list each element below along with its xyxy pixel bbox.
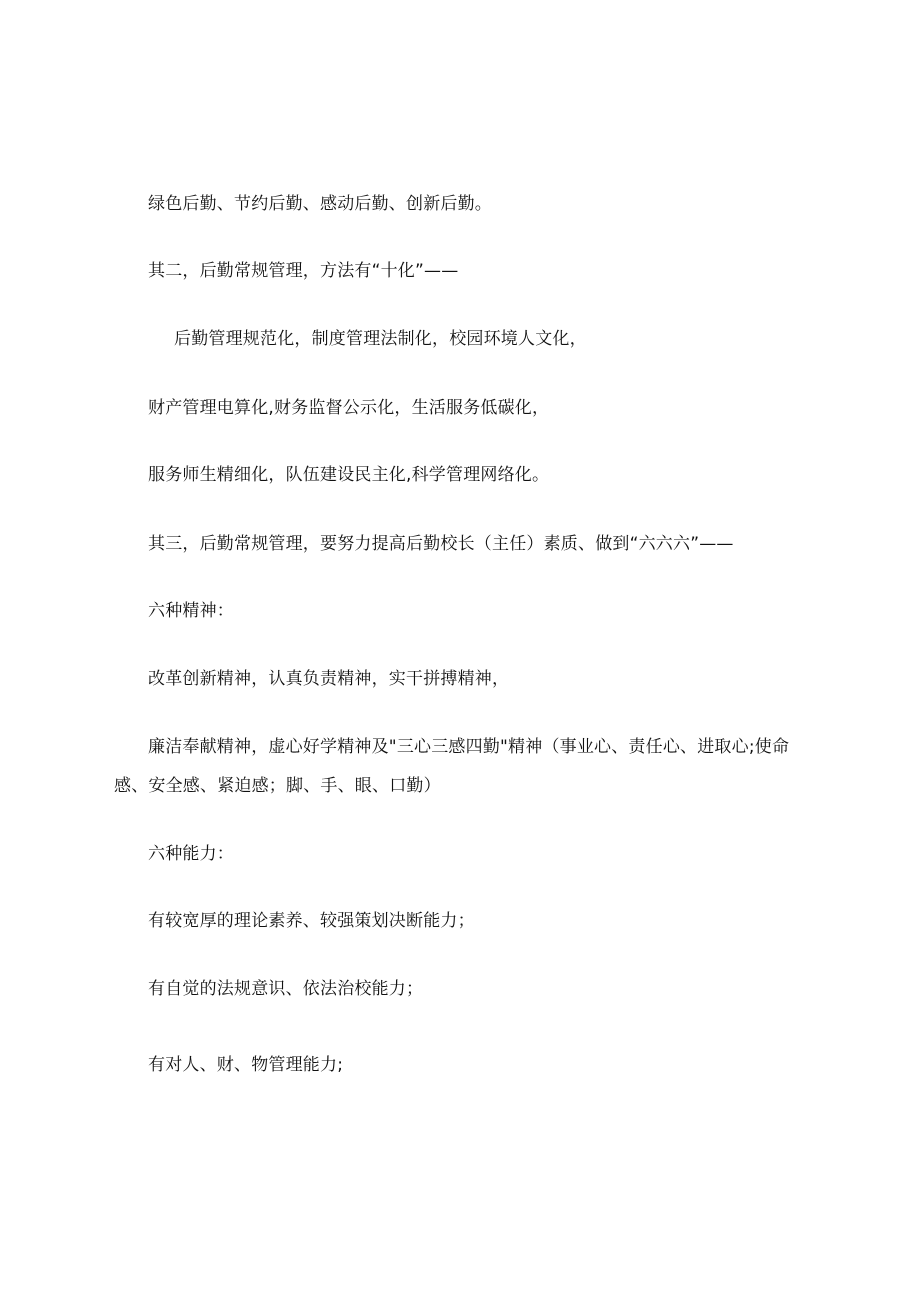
paragraph-legal-ability: 有自觉的法规意识、依法治校能力； (148, 979, 424, 999)
paragraph-section-three: 其三，后勤常规管理，要努力提高后勤校长（主任）素质、做到“六六六”—— (148, 534, 734, 554)
paragraph-section-two: 其二，后勤常规管理，方法有“十化”—— (148, 261, 459, 281)
paragraph-management-ability: 有对人、财、物管理能力; (148, 1055, 344, 1075)
paragraph-spirits-part-one: 改革创新精神，认真负责精神，实干拼搏精神， (148, 669, 510, 689)
paragraph-theory-ability: 有较宽厚的理论素养、较强策划决断能力； (148, 911, 475, 931)
paragraph-standardization: 后勤管理规范化，制度管理法制化，校园环境人文化， (174, 329, 587, 349)
paragraph-green-logistics: 绿色后勤、节约后勤、感动后勤、创新后勤。 (148, 194, 492, 214)
heading-six-abilities: 六种能力： (148, 844, 234, 864)
paragraph-spirits-part-two: 廉洁奉献精神，虚心好学精神及"三心三感四勤"精神（事业心、责任心、进取心;使命感、安全感、紧迫感；脚、手、眼、口勤） (114, 737, 790, 796)
paragraph-service-refinement: 服务师生精细化，队伍建设民主化,科学管理网络化。 (148, 465, 550, 485)
heading-six-spirits: 六种精神： (148, 601, 234, 621)
paragraph-property-management: 财产管理电算化,财务监督公示化，生活服务低碳化， (148, 398, 550, 418)
